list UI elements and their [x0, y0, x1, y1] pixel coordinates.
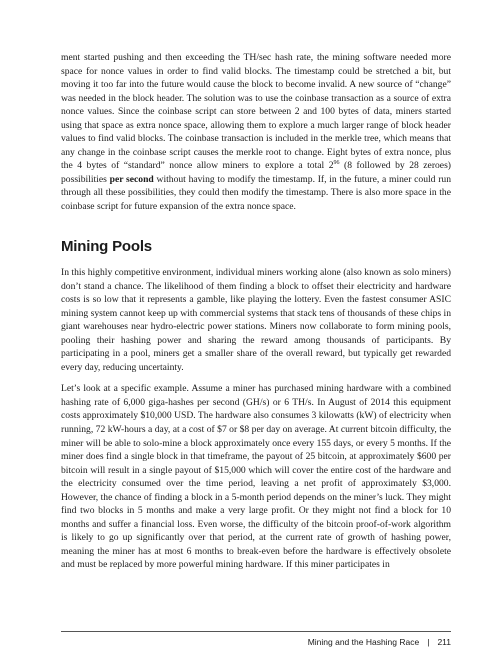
section-paragraph: In this highly competitive environment, individual miners working alone (also known as solo miners) don’t stand a chance. The likelihood of them finding a block to offset their electricity and hardware costs is so low that it represents a gamble, like playing the lottery. Even the fastest consumer ASIC mining system cannot keep up with commercial systems that stack tens of thousands of these chips in giant warehouses near hydro-electric power stations. Miners now collaborate to form mining pools, pooling their hashing power and sharing the reward among thousands of participants. By participating in a pool, miners get a smaller share of the overall reward, but typically get rewarded every day, reducing uncertainty.: [61, 267, 451, 373]
footer-chapter-title: Mining and the Hashing Race: [307, 637, 420, 647]
intro-paragraph-part1: ment started pushing and then exceeding the TH/sec hash rate, the mining software needed more space for nonce values in order to find valid blocks. The timestamp could be stretched a bit, but moving it too far into the future would cause the block to become invalid. A new source of “change” was needed in the block header. The solution was to use the coinbase transaction as a source of extra nonce values. Since the coinbase script can store between 2 and 100 bytes of data, miners started using that space as extra nonce space, allowing them to explore a much larger range of block header values to find valid blocks. The coinbase transaction is included in the merkle tree, which means that any change in the coinbase script causes the merkle root to change. Eight bytes of extra nonce, plus the 4 bytes of “standard” nonce allow miners to explore a total 2: [61, 52, 451, 172]
intro-paragraph-part3: without having to modify the timestamp. If, in the future, a miner could run through all these possibilities, they could then modify the timestamp. There is also more space in the coinbase script for future expansion of the extra nonce space.: [61, 173, 451, 213]
section-paragraph: Let’s look at a specific example. Assume a miner has purchased mining hardware with a combined hashing rate of 6,000 giga-hashes per second (GH/s) or 6 TH/s. In August of 2014 this equipment costs approximately $10,000 USD. The hardware also consumes 3 kilowatts (kW) of electricity when running, 72 kW-hours a day, at a cost of $7 or $8 per day on average. At current bitcoin difficulty, the miner will be able to solo-mine a block approximately once every 155 days, or every 5 months. If the miner does find a single block in that timeframe, the payout of 25 bitcoin, at approximately $600 per bitcoin will result in a single payout of $15,000 which will cover the entire cost of the hardware and the electricity consumed over the time period, leaving a net profit of approximately $3,000. However, the chance of finding a block in a 5-month period depends on the miner’s luck. They might find two blocks in 5 months and make a very large profit. Or they might not find a block for 10 months and suffer a financial loss. Even worse, the difficulty of the bitcoin proof-of-work algorithm is likely to go up significantly over that period, at the current rate of growth of hashing power, meaning the miner has at most 6 months to break-even before the hardware is effectively obsolete and must be replaced by more powerful mining hardware. If this miner participates in: [61, 383, 451, 571]
footer-separator: |: [427, 637, 430, 647]
intro-paragraph: [61, 51, 451, 214]
section-text-block: [61, 266, 451, 572]
emphasis-bold-text: per second: [109, 173, 154, 185]
exponent-superscript: 96: [333, 160, 340, 167]
footer-divider: [61, 631, 451, 632]
intro-paragraph-part2: (8 followed by 28 zeroes) possibilities: [61, 160, 451, 185]
page-number: 211: [437, 637, 451, 647]
running-footer: [308, 637, 451, 647]
intro-text-block: [61, 51, 451, 214]
section-heading: Mining Pools: [61, 238, 152, 255]
